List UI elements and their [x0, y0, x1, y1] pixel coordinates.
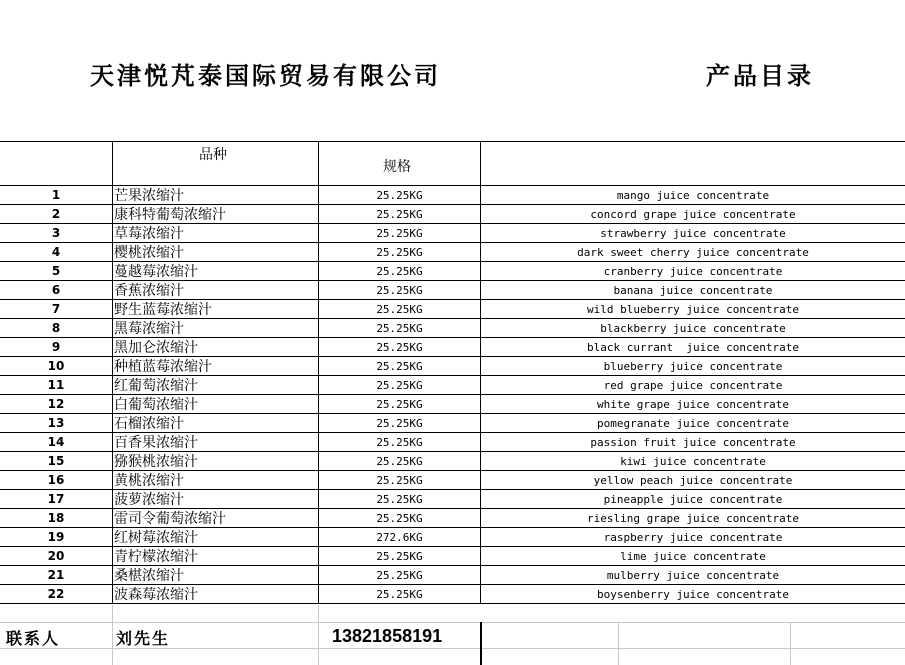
column-divider: [112, 395, 113, 413]
column-divider: [318, 300, 319, 318]
column-divider: [112, 566, 113, 584]
product-name: 猕猴桃浓缩汁: [114, 454, 198, 470]
column-divider: [112, 490, 113, 508]
product-name: 黑莓浓缩汁: [114, 321, 184, 337]
product-english-name: passion fruit juice concentrate: [590, 436, 796, 449]
table-row: [0, 300, 905, 319]
row-number: 6: [51, 283, 61, 297]
product-spec: 25.25KG: [376, 227, 423, 240]
product-spec: 25.25KG: [376, 265, 423, 278]
column-divider: [112, 585, 113, 603]
table-row: [0, 319, 905, 338]
column-divider: [318, 490, 319, 508]
column-divider: [480, 566, 481, 584]
contact-name: 刘先生: [116, 629, 171, 648]
product-name: 蔓越莓浓缩汁: [114, 264, 198, 280]
product-name: 菠萝浓缩汁: [114, 492, 184, 508]
product-name: 黄桃浓缩汁: [114, 473, 184, 489]
product-name: 百香果浓缩汁: [114, 435, 198, 451]
column-divider: [480, 262, 481, 280]
grid-line: [318, 605, 319, 665]
column-divider: [318, 509, 319, 527]
row-number: 17: [47, 492, 65, 506]
product-name: 红树莓浓缩汁: [114, 530, 198, 546]
product-name: 芒果浓缩汁: [114, 188, 184, 204]
product-name: 种植蓝莓浓缩汁: [114, 359, 212, 375]
column-divider: [112, 414, 113, 432]
column-divider: [112, 471, 113, 489]
product-english-name: cranberry juice concentrate: [603, 265, 783, 278]
column-divider: [480, 205, 481, 223]
column-divider: [318, 566, 319, 584]
contact-label: 联系人: [6, 629, 61, 648]
table-top-border: [0, 141, 905, 142]
product-english-name: concord grape juice concentrate: [590, 208, 796, 221]
column-divider: [480, 376, 481, 394]
product-english-name: strawberry juice concentrate: [600, 227, 786, 240]
catalog-title: 产品目录: [706, 61, 814, 90]
column-divider: [480, 281, 481, 299]
column-divider: [318, 224, 319, 242]
table-row: [0, 357, 905, 376]
row-number: 22: [47, 587, 65, 601]
row-number: 4: [51, 245, 61, 259]
column-divider: [112, 281, 113, 299]
column-divider: [480, 414, 481, 432]
column-divider: [318, 186, 319, 204]
column-divider: [480, 300, 481, 318]
product-table: [0, 186, 905, 604]
column-divider: [318, 338, 319, 356]
column-divider: [318, 395, 319, 413]
column-divider: [480, 509, 481, 527]
product-spec: 25.25KG: [376, 284, 423, 297]
column-divider: [112, 205, 113, 223]
column-divider: [318, 547, 319, 565]
row-number: 5: [51, 264, 61, 278]
product-english-name: banana juice concentrate: [613, 284, 773, 297]
row-number: 14: [47, 435, 65, 449]
table-row: [0, 376, 905, 395]
column-divider: [318, 357, 319, 375]
table-row: [0, 585, 905, 604]
table-row: [0, 509, 905, 528]
product-english-name: blueberry juice concentrate: [603, 360, 783, 373]
column-divider: [112, 509, 113, 527]
product-name: 波森莓浓缩汁: [114, 587, 198, 603]
product-english-name: yellow peach juice concentrate: [593, 474, 793, 487]
table-row: [0, 528, 905, 547]
column-divider: [318, 414, 319, 432]
product-name: 雷司令葡萄浓缩汁: [114, 511, 226, 527]
product-spec: 25.25KG: [376, 303, 423, 316]
product-spec: 25.25KG: [376, 322, 423, 335]
product-spec: 272.6KG: [376, 531, 423, 544]
product-name: 野生蓝莓浓缩汁: [114, 302, 212, 318]
product-name: 黑加仑浓缩汁: [114, 340, 198, 356]
product-name: 桑椹浓缩汁: [114, 568, 184, 584]
column-divider: [480, 395, 481, 413]
row-number: 12: [47, 397, 65, 411]
column-divider: [480, 471, 481, 489]
column-divider: [112, 338, 113, 356]
table-row: [0, 547, 905, 566]
product-spec: 25.25KG: [376, 455, 423, 468]
column-divider: [112, 300, 113, 318]
product-english-name: raspberry juice concentrate: [603, 531, 783, 544]
product-name: 石榴浓缩汁: [114, 416, 184, 432]
row-number: 15: [47, 454, 65, 468]
row-number: 20: [47, 549, 65, 563]
table-row: [0, 281, 905, 300]
column-divider: [480, 338, 481, 356]
column-divider: [480, 585, 481, 603]
table-row: [0, 433, 905, 452]
row-number: 19: [47, 530, 65, 544]
product-english-name: blackberry juice concentrate: [600, 322, 786, 335]
column-divider: [480, 433, 481, 451]
product-spec: 25.25KG: [376, 398, 423, 411]
table-row: [0, 414, 905, 433]
product-english-name: dark sweet cherry juice concentrate: [577, 246, 809, 259]
column-divider: [480, 224, 481, 242]
column-divider: [318, 281, 319, 299]
company-title: 天津悦芃泰国际贸易有限公司: [90, 61, 441, 90]
column-header-variety: 品种: [199, 147, 227, 163]
product-spec: 25.25KG: [376, 550, 423, 563]
product-name: 草莓浓缩汁: [114, 226, 184, 242]
column-divider: [112, 357, 113, 375]
contact-phone: 13821858191: [332, 626, 443, 646]
grid-line: [790, 622, 791, 665]
column-divider: [112, 262, 113, 280]
column-divider: [318, 243, 319, 261]
column-divider: [318, 262, 319, 280]
column-divider: [480, 452, 481, 470]
product-english-name: red grape juice concentrate: [603, 379, 783, 392]
row-number: 21: [47, 568, 65, 582]
product-english-name: boysenberry juice concentrate: [596, 588, 790, 601]
table-row: [0, 395, 905, 414]
product-spec: 25.25KG: [376, 417, 423, 430]
product-spec: 25.25KG: [376, 341, 423, 354]
product-name: 香蕉浓缩汁: [114, 283, 184, 299]
table-row: [0, 186, 905, 205]
product-spec: 25.25KG: [376, 474, 423, 487]
table-row: [0, 262, 905, 281]
column-divider: [480, 319, 481, 337]
grid-line: [112, 605, 113, 665]
product-spec: 25.25KG: [376, 189, 423, 202]
column-divider: [318, 376, 319, 394]
column-divider: [318, 471, 319, 489]
column-divider: [480, 547, 481, 565]
column-divider: [480, 186, 481, 204]
row-number: 10: [47, 359, 65, 373]
product-name: 红葡萄浓缩汁: [114, 378, 198, 394]
row-number: 2: [51, 207, 61, 221]
table-row: [0, 224, 905, 243]
product-spec: 25.25KG: [376, 436, 423, 449]
row-number: 1: [51, 188, 61, 202]
column-divider: [318, 585, 319, 603]
product-name: 樱桃浓缩汁: [114, 245, 184, 261]
table-row: [0, 452, 905, 471]
product-spec: 25.25KG: [376, 379, 423, 392]
column-divider: [112, 224, 113, 242]
header-divider-3: [480, 141, 481, 186]
row-number: 11: [47, 378, 65, 392]
product-spec: 25.25KG: [376, 246, 423, 259]
row-number: 13: [47, 416, 65, 430]
column-divider: [112, 528, 113, 546]
column-divider: [112, 433, 113, 451]
product-spec: 25.25KG: [376, 569, 423, 582]
product-english-name: lime juice concentrate: [620, 550, 766, 563]
column-divider: [318, 319, 319, 337]
product-english-name: wild blueberry juice concentrate: [587, 303, 799, 316]
product-spec: 25.25KG: [376, 493, 423, 506]
table-row: [0, 338, 905, 357]
column-divider: [480, 490, 481, 508]
table-row: [0, 243, 905, 262]
row-number: 9: [51, 340, 61, 354]
column-divider: [112, 452, 113, 470]
row-number: 8: [51, 321, 61, 335]
column-divider: [112, 376, 113, 394]
column-divider: [480, 243, 481, 261]
product-spec: 25.25KG: [376, 512, 423, 525]
grid-line: [0, 622, 905, 623]
table-row: [0, 471, 905, 490]
column-divider: [112, 547, 113, 565]
product-english-name: white grape juice concentrate: [596, 398, 790, 411]
product-english-name: pomegranate juice concentrate: [596, 417, 790, 430]
table-row: [0, 205, 905, 224]
product-name: 青柠檬浓缩汁: [114, 549, 198, 565]
row-number: 3: [51, 226, 61, 240]
column-divider: [318, 205, 319, 223]
column-divider: [112, 186, 113, 204]
product-spec: 25.25KG: [376, 588, 423, 601]
product-english-name: mango juice concentrate: [616, 189, 770, 202]
column-divider: [112, 319, 113, 337]
product-spec: 25.25KG: [376, 360, 423, 373]
product-name: 白葡萄浓缩汁: [114, 397, 198, 413]
column-divider: [318, 433, 319, 451]
product-name: 康科特葡萄浓缩汁: [114, 207, 226, 223]
row-number: 18: [47, 511, 65, 525]
product-english-name: kiwi juice concentrate: [620, 455, 766, 468]
row-number: 7: [51, 302, 61, 316]
contact-divider: [480, 622, 482, 665]
column-divider: [480, 528, 481, 546]
product-spec: 25.25KG: [376, 208, 423, 221]
column-divider: [112, 243, 113, 261]
header-divider-1: [112, 141, 113, 186]
column-divider: [318, 452, 319, 470]
product-english-name: mulberry juice concentrate: [606, 569, 780, 582]
table-row: [0, 490, 905, 509]
column-header-spec: 规格: [383, 159, 411, 175]
product-english-name: black currant juice concentrate: [587, 341, 799, 354]
column-divider: [480, 357, 481, 375]
grid-line: [618, 622, 619, 665]
product-english-name: pineapple juice concentrate: [603, 493, 783, 506]
column-divider: [318, 528, 319, 546]
table-row: [0, 566, 905, 585]
product-english-name: riesling grape juice concentrate: [587, 512, 799, 525]
header-divider-2: [318, 141, 319, 186]
row-number: 16: [47, 473, 65, 487]
